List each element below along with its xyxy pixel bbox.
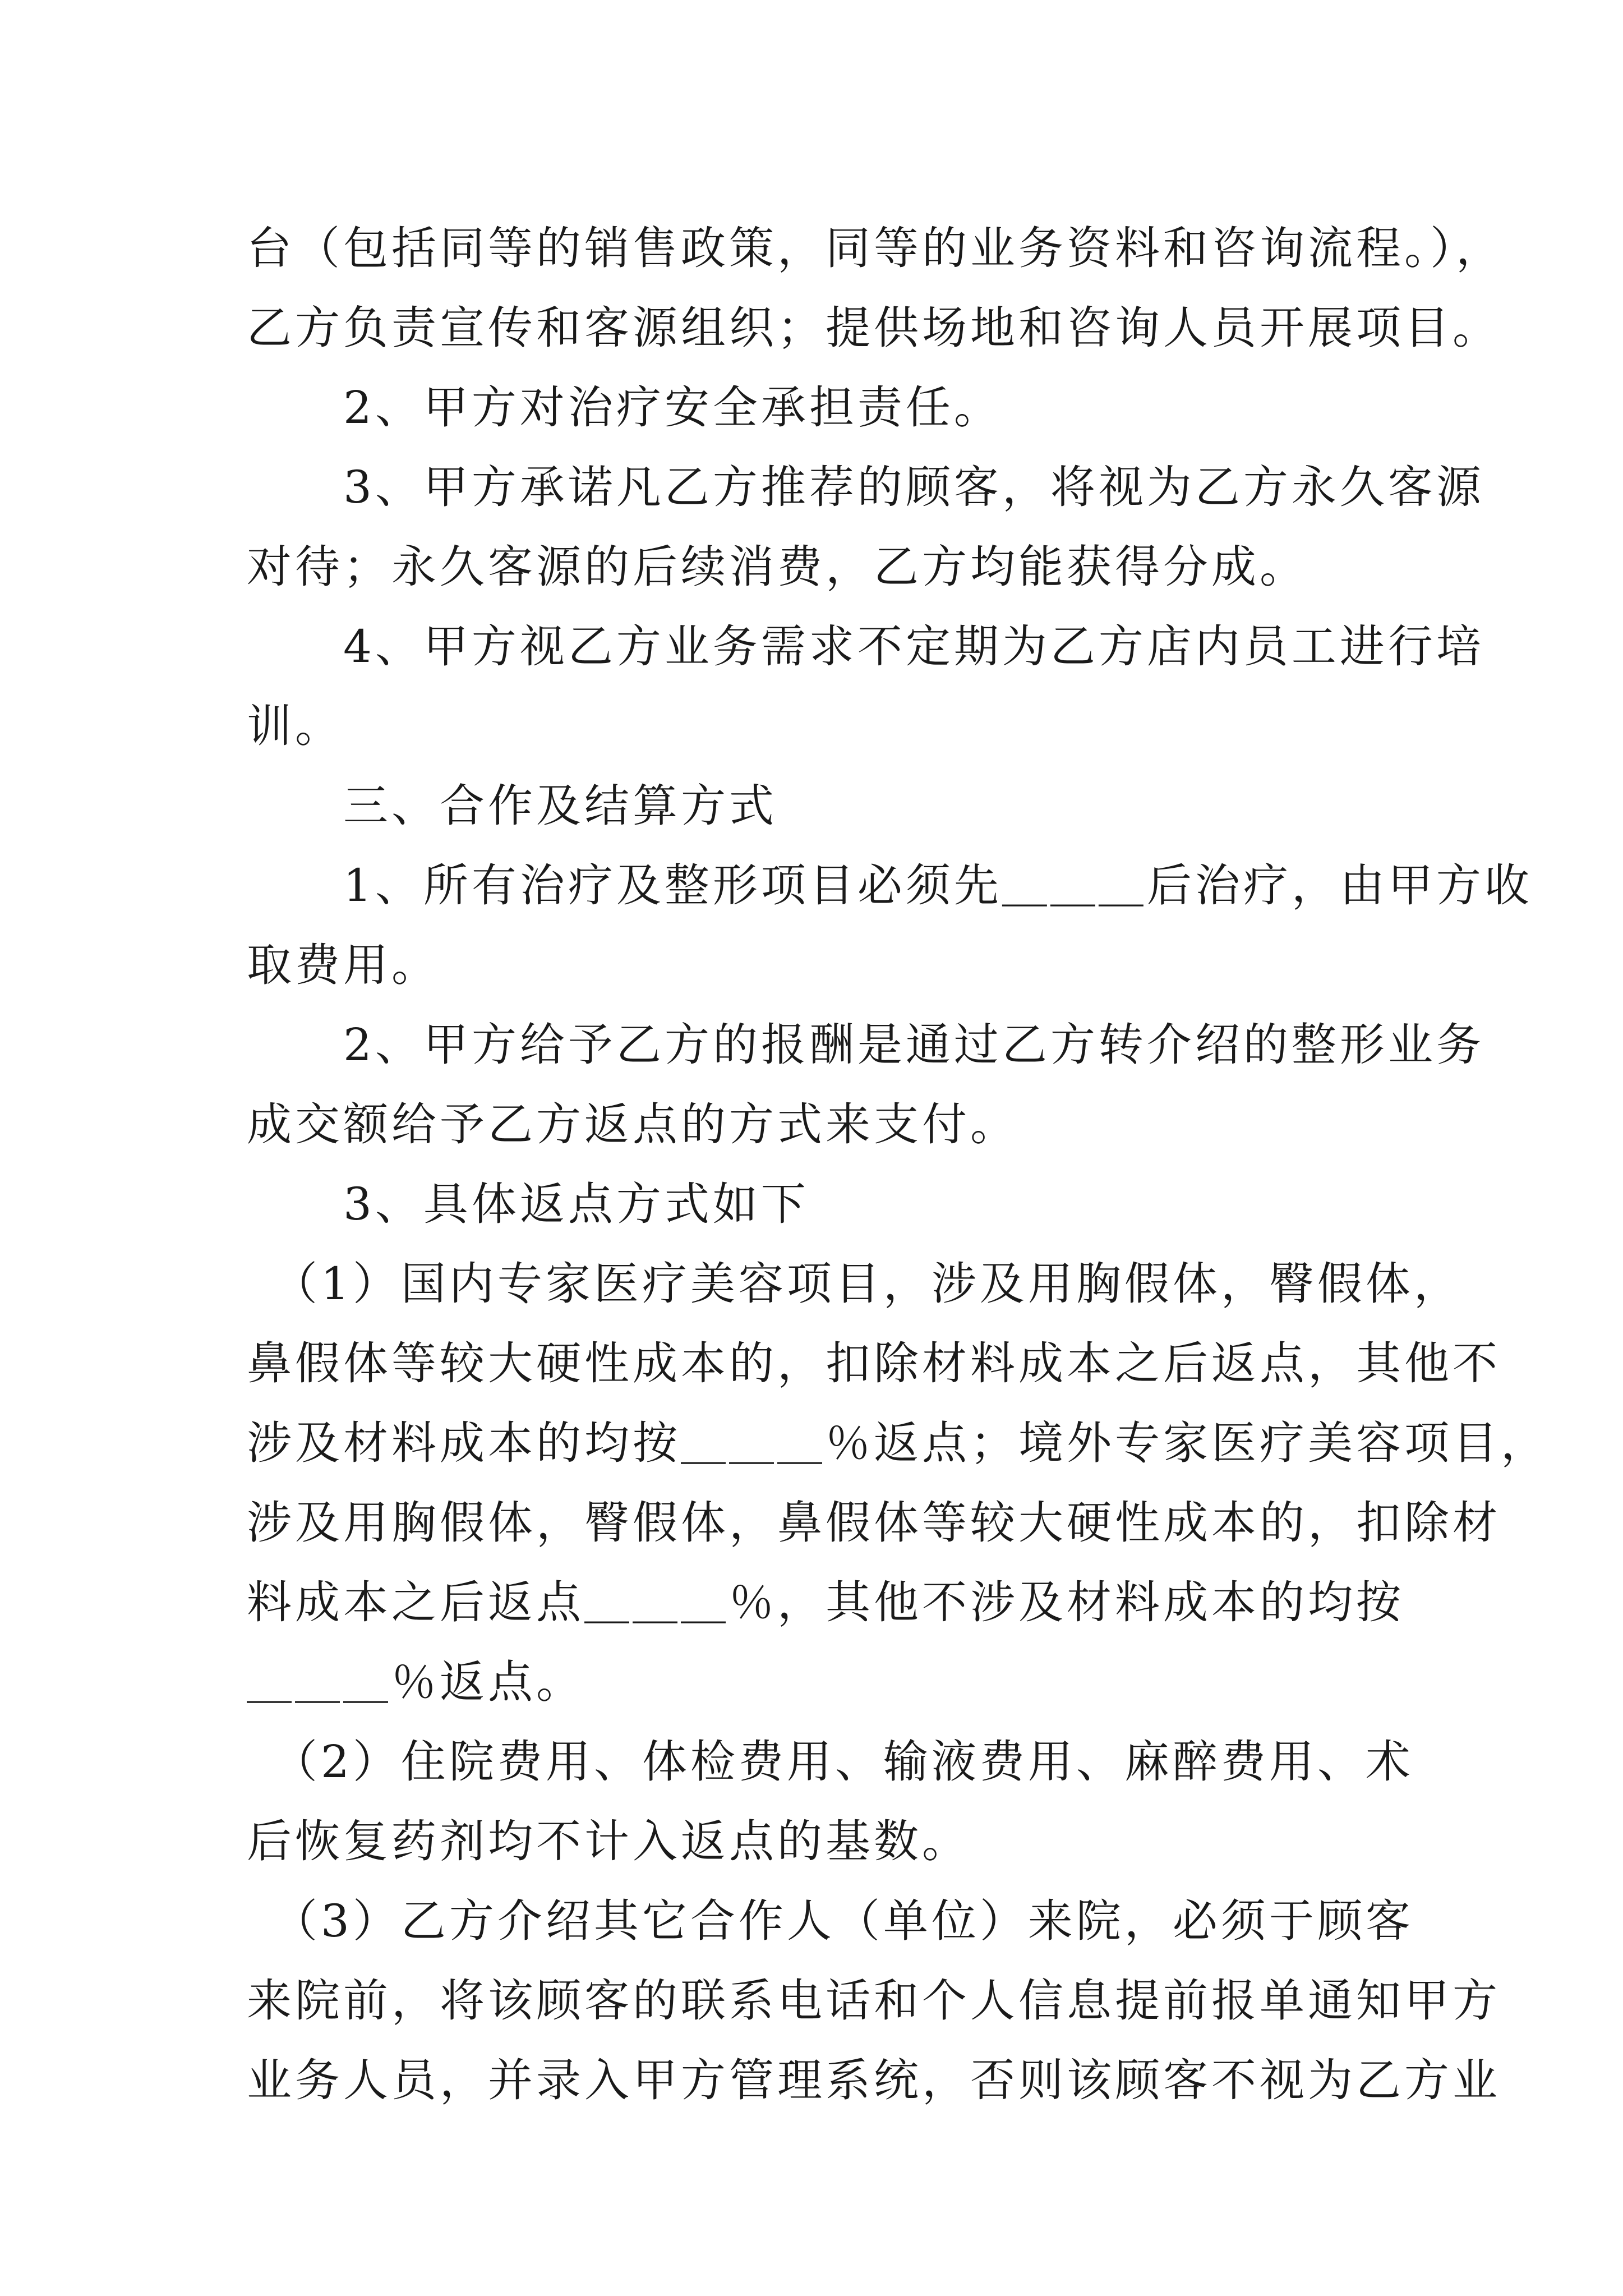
text-line: （3）乙方介绍其它合作人（单位）来院，必须于顾客 [247,1895,1414,1947]
text-line: 3、甲方承诺凡乙方推荐的顾客，将视为乙方永久客源 [247,461,1484,513]
text-line: 3、具体返点方式如下 [247,1178,809,1230]
text-line: （2）住院费用、体检费用、输液费用、麻醉费用、术 [247,1736,1414,1788]
text-line: 4、甲方视乙方业务需求不定期为乙方店内员工进行培 [247,620,1484,673]
text-line: 1、所有治疗及整形项目必须先＿＿＿后治疗，由甲方收 [247,859,1533,912]
text-line: 涉及用胸假体，臀假体，鼻假体等较大硬性成本的，扣除材 [247,1497,1501,1549]
text-line: 业务人员，并录入甲方管理系统，否则该顾客不视为乙方业 [247,2054,1501,2106]
text-line: 对待；永久客源的后续消费，乙方均能获得分成。 [247,541,1308,593]
text-line: 后恢复药剂均不计入返点的基数。 [247,1815,970,1867]
text-line: 2、甲方对治疗安全承担责任。 [247,381,1002,434]
text-line: 涉及材料成本的均按＿＿＿％返点；境外专家医疗美容项目， [247,1417,1549,1469]
text-line: （1）国内专家医疗美容项目，涉及用胸假体，臀假体， [247,1258,1462,1310]
text-line: 鼻假体等较大硬性成本的，扣除材料成本之后返点，其他不 [247,1337,1501,1389]
text-line: 训。 [247,700,343,752]
text-line: 取费用。 [247,939,440,991]
text-line: 乙方负责宣传和客源组织；提供场地和咨询人员开展项目。 [247,302,1501,354]
section-heading: 三、合作及结算方式 [247,780,777,832]
text-line: ＿＿＿％返点。 [247,1656,584,1708]
text-line: 台（包括同等的销售政策，同等的业务资料和咨询流程。）， [247,222,1504,274]
text-line: 2、甲方给予乙方的报酬是通过乙方转介绍的整形业务 [247,1019,1484,1071]
text-line: 成交额给予乙方返点的方式来支付。 [247,1098,1018,1151]
text-line: 料成本之后返点＿＿＿％，其他不涉及材料成本的均按 [247,1576,1404,1628]
text-line: 来院前，将该顾客的联系电话和个人信息提前报单通知甲方 [247,1975,1501,2027]
document-body [247,209,1549,2120]
